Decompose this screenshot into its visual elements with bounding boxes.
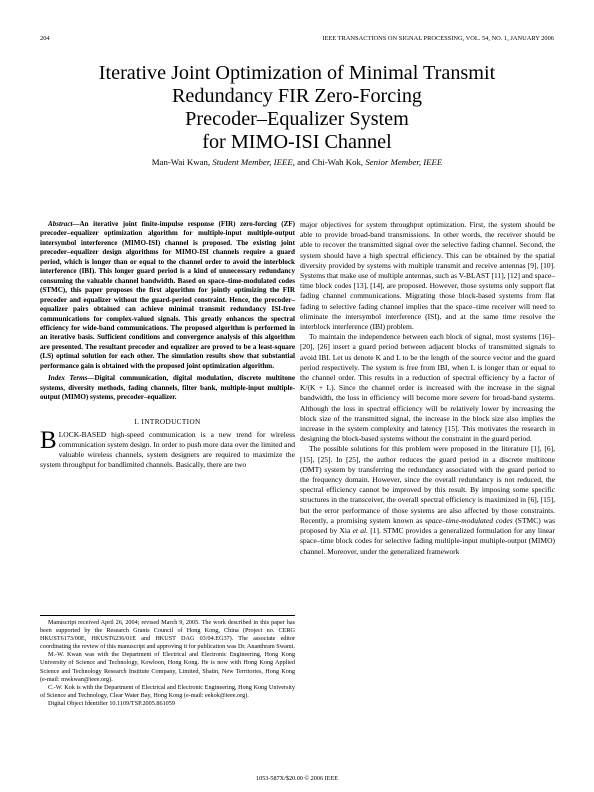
index-terms-text: Digital communication, digital modulation, discrete multitone systems, diversity methods, fading channels, filter bank, multiple-input multiple-output (MIMO) systems, precoder–equalizer. [40,374,295,402]
intro-paragraph [40,426,295,471]
paper-title [40,62,554,154]
title-line: Redundancy FIR Zero-Forcing [171,85,423,107]
author-name: Chi-Wah Kok, [312,157,364,167]
abstract-lead: Abstract— [48,220,80,228]
footnotes [40,615,295,708]
title-line: Precoder–Equalizer System [185,108,409,130]
paragraph-text: [1]. STMC provides a generalized formulation for any linear space–time block codes for selective fading multiple-input multiple-output (MIMO) channel. Moreover, under the generalized framework [300,526,555,556]
body-paragraph: major objectives for system throughput optimization. First, the system should be able to provide broad-band transmissions. In other words, the receiver should be able to recover the transmitted signal over the selective fading channel. Second, the system should have a high spectral efficiency. This can be obtained by the spatial diversity provided by systems with multiple transmit and receive antennas [9], [10]. Systems that make use of multiple antennas, such as V-BLAST [11], [12] and space–time block codes [13], [14], are proposed. However, those systems only support flat fading channel communications. Migrating those block-based systems from flat fading to selective fading channel implies that the space–time receiver will need to eliminate the intersymbol interference (ISI), and at the same time resolve the interblock interference (IBI) problem. [300,220,555,332]
title-line: for MIMO-ISI Channel [202,131,392,153]
right-column [300,220,555,557]
body-paragraph: To maintain the independence between each block of signal, most systems [16]–[20], [26] insert a guard period between adjacent blocks of transmitted signals to avoid IBI. Let us denote K and L to be the length of the source vector and the guard period respectively. The system is free from IBI, when L is longer than or equal to the channel order. This results in a reduction of spectral efficiency by a factor of K/(K + L). Since the channel order is increased with the increase in the signal bandwidth, the loss in efficiency will become more severe for broad-band systems. Although the loss in spectral efficiency will be relatively lower by increasing the block size of the transmitted signal, the increase in the block size also implies the increase in the system complexity and latency [15]. This motivates the research in designing the block-based systems without the constraint in the guard period. [300,332,555,444]
author-conjunction: and [297,157,310,167]
drop-cap: B [40,426,57,454]
author-name: Man-Wai Kwan, [151,157,211,167]
abstract-text: An iterative joint finite-impulse response (FIR) zero-forcing (ZF) precoder–equalizer optimization algorithm for multiple-input multiple-output intersymbol interference (MIMO-ISI) channel is proposed. The existing joint precoder–equalizer design algorithms for MIMO-ISI channels require a guard period, which is longer than or equal to the channel order to avoid the interblock interference (IBI). This longer guard period is a kind of unnecessary redundancy consuming the valuable channel bandwidth. Based on space–time-modulated codes (STMC), this paper proposes the first algorithm for jointly optimizing the FIR precoder and equalizer without the guard-period constraint. Hence, the precoder–equalizer pairs obtained can achieve minimal transmit redundancy ISI-free communications for complex-valued signals. This greatly enhances the spectral efficiency for wide-band communications. The proposed algorithm is performed in an iterative basis. Sufficient conditions and convergence analysis of this algorithm are presented. The resultant precoder and equalizer are proved to be a least-square (LS) optimal solution for each other. The simulation results show that substantial performance gain is obtained with the proposed joint optimization algorithm. [40,220,295,370]
paragraph-text: The possible solutions for this problem were proposed in the literature [1], [6], [15], [25]. In [25], the author reduces the guard period in a discrete multitone (DMT) system by transferring the redundancy associated with the guard period to the frequency domain. However, since the overall redundancy is not reduced, the spectral efficiency cannot be improved by this result. By imposing some specific structures in the transceiver, the overall spectral efficiency is maximized in [6], [15], but the error performance of those systems are also affected by those constraints. Recently, a promising system known as [300,444,555,525]
footnote-author1: M.-W. Kwan was with the Department of Electrical and Electronic Engineering, Hong Kong University of Science and Technology, Kowloon, Hong Kong. He is now with Hong Kong Applied Science and Technology Research Institute Company, Limited, Shatin, New Territories, Hong Kong (e-mail: mwkwan@ieee.org). [40,651,295,683]
footnote-author2: C.-W. Kok is with the Department of Electrical and Electronic Engineering, Hong Kong University of Science and Technology, Clear Water Bay, Hong Kong (e-mail: eekok@ieee.org). [40,683,295,699]
author-line [40,157,554,168]
left-column [40,220,295,470]
body-paragraph [300,444,555,556]
running-header [40,34,554,44]
stmc-term: space–time-modulated codes [425,515,513,525]
intro-text: LOCK-BASED high-speed communication is a new trend for wireless communication system design. In order to push more data over the limited and valuable wireless channels, system designers are required to maximize the system throughput for bandlimited channels. Basically, there are two [40,429,295,470]
title-line: Iterative Joint Optimization of Minimal Transmit [98,62,496,84]
author-role: Senior Member, IEEE [365,157,443,167]
footnote-doi: Digital Object Identifier 10.1109/TSP.2005.861059 [48,699,175,707]
index-terms [40,374,295,402]
copyright-footer: 1053-587X/$20.00 © 2006 IEEE [255,775,339,782]
page-number: 204 [40,35,50,42]
index-terms-lead: Index Terms— [48,374,95,383]
footnote-manuscript: Manuscript received April 26, 2004; revised March 9, 2005. The work described in this paper has been supported by the Research Grants Council of Hong Kong, China (Project no. CERG HKUST6173/00E, HKUST6236/01E and HKUST DAG 03/04.EG37). The associate editor coordinating the review of this manuscript and approving it for publication was Dr. Ananthram Swami. [40,619,296,651]
et-al: et al. [352,526,368,536]
author-role: Student Member, IEEE, [212,157,295,167]
journal-header: IEEE TRANSACTIONS ON SIGNAL PROCESSING, VOL. 54, NO. 1, JANUARY 2006 [322,35,554,42]
section-heading: I. INTRODUCTION [134,417,201,426]
paragraph-text: (STMC) was proposed by Xia [300,515,555,536]
abstract [40,220,295,371]
